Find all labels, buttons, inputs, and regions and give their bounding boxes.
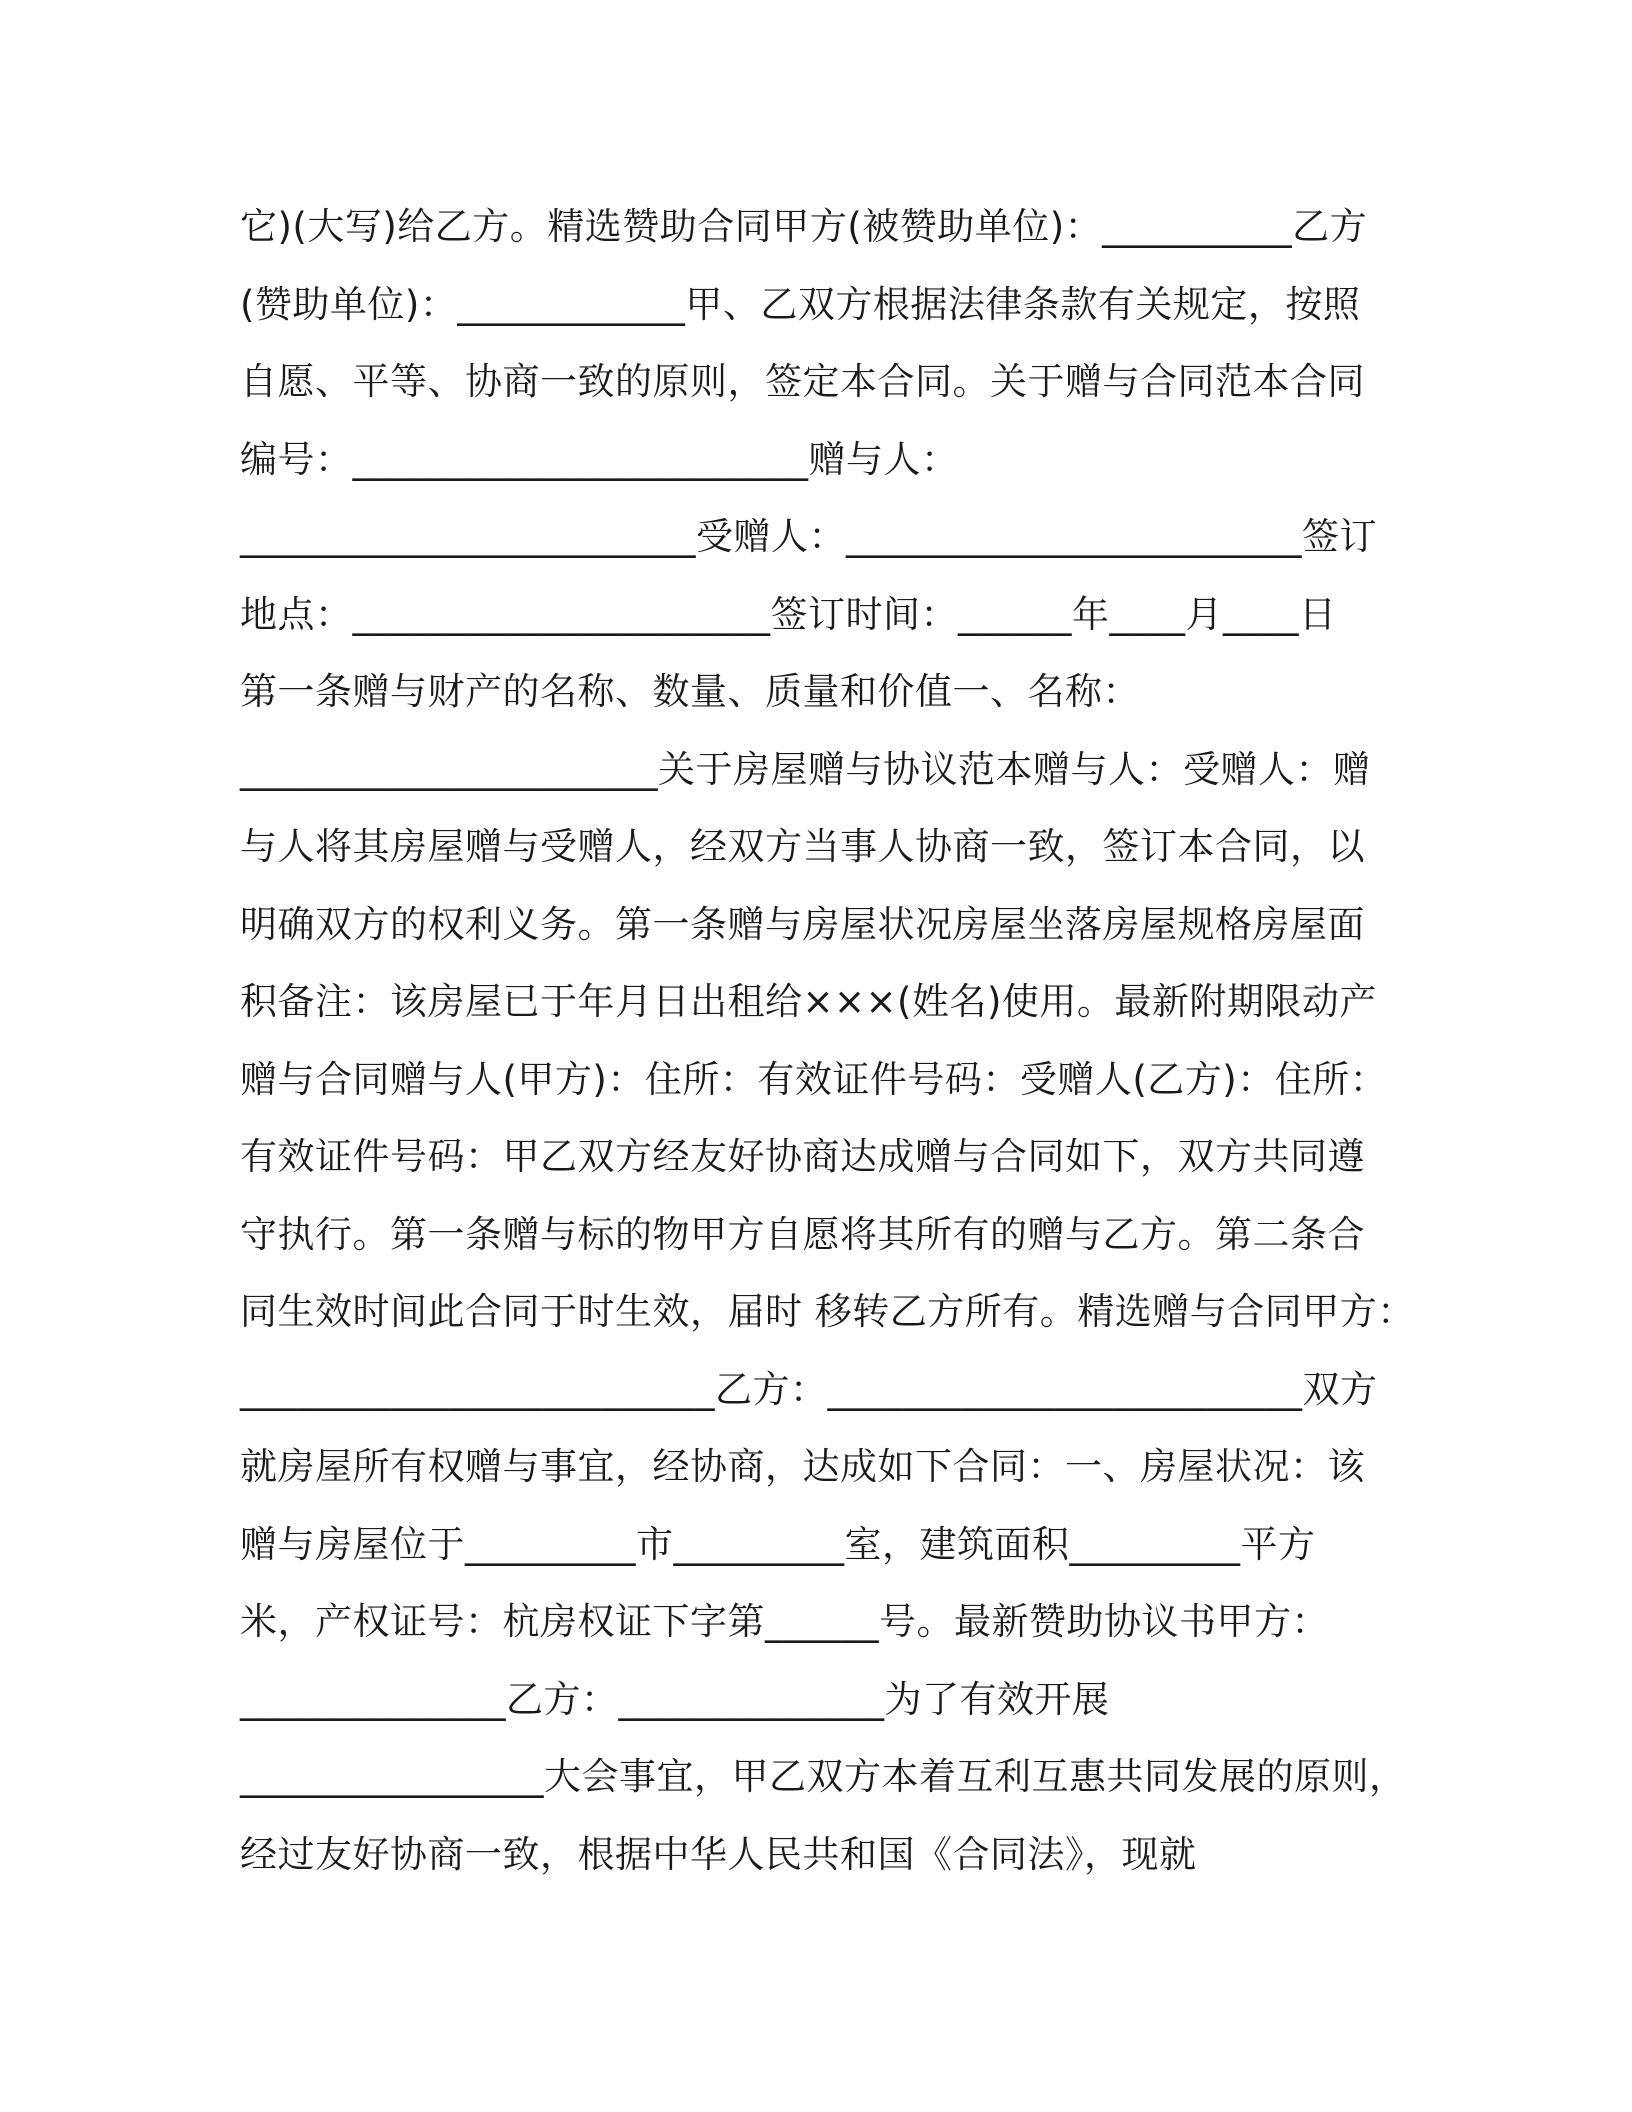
text-line: 同生效时间此合同于时生效，届时 移转乙方所有。精选赠与合同甲方： [240, 1290, 1415, 1333]
text-line: 就房屋所有权赠与事宜，经协商，达成如下合同：一、房屋状况：该 [240, 1445, 1365, 1488]
text-line: _________________________乙方：_________________________双方 [240, 1367, 1378, 1411]
text-line: 地点：______________________签订时间：______年____月____日 [240, 592, 1337, 636]
text-line: 有效证件号码：甲乙双方经友好协商达成赠与合同如下，双方共同遵 [240, 1135, 1365, 1178]
text-line: 经过友好协商一致，根据中华人民共和国《合同法》，现就 [240, 1832, 1197, 1876]
text-line: ________________________受赠人：________________________签订 [240, 515, 1377, 558]
text-line: 第一条赠与财产的名称、数量、质量和价值一、名称： [240, 670, 1140, 713]
text-line: 与人将其房屋赠与受赠人，经双方当事人协商一致，签订本合同，以 [240, 825, 1365, 868]
text-line: 它)(大写)给乙方。精选赞助合同甲方(被赞助单位)：__________乙方 [240, 205, 1368, 248]
text-line: ______________________关于房屋赠与协议范本赠与人：受赠人：赠 [240, 747, 1371, 791]
text-line: 自愿、平等、协商一致的原则，签定本合同。关于赠与合同范本合同 [240, 360, 1365, 403]
document-body [240, 188, 1415, 1893]
text-line: (赞助单位)：____________甲、乙双方根据法律条款有关规定，按照 [240, 282, 1361, 326]
text-line: 编号：________________________赠与人： [240, 437, 959, 481]
text-line: 积备注：该房屋已于年月日出租给×××(姓名)使用。最新附期限动产 [240, 980, 1377, 1023]
text-line: 米，产权证号：杭房权证下字第______号。最新赞助协议书甲方： [240, 1600, 1329, 1643]
text-line: 赠与房屋位于_________市_________室，建筑面积_________平方 [240, 1522, 1316, 1566]
text-line: ______________乙方：______________为了有效开展 [240, 1677, 1110, 1721]
text-line: 赠与合同赠与人(甲方)：住所：有效证件号码：受赠人(乙方)：住所： [240, 1057, 1388, 1101]
text-line: ________________大会事宜，甲乙双方本着互利互惠共同发展的原则， [240, 1755, 1407, 1798]
text-line: 守执行。第一条赠与标的物甲方自愿将其所有的赠与乙方。第二条合 [240, 1212, 1365, 1256]
text-line: 明确双方的权利义务。第一条赠与房屋状况房屋坐落房屋规格房屋面 [240, 902, 1365, 946]
